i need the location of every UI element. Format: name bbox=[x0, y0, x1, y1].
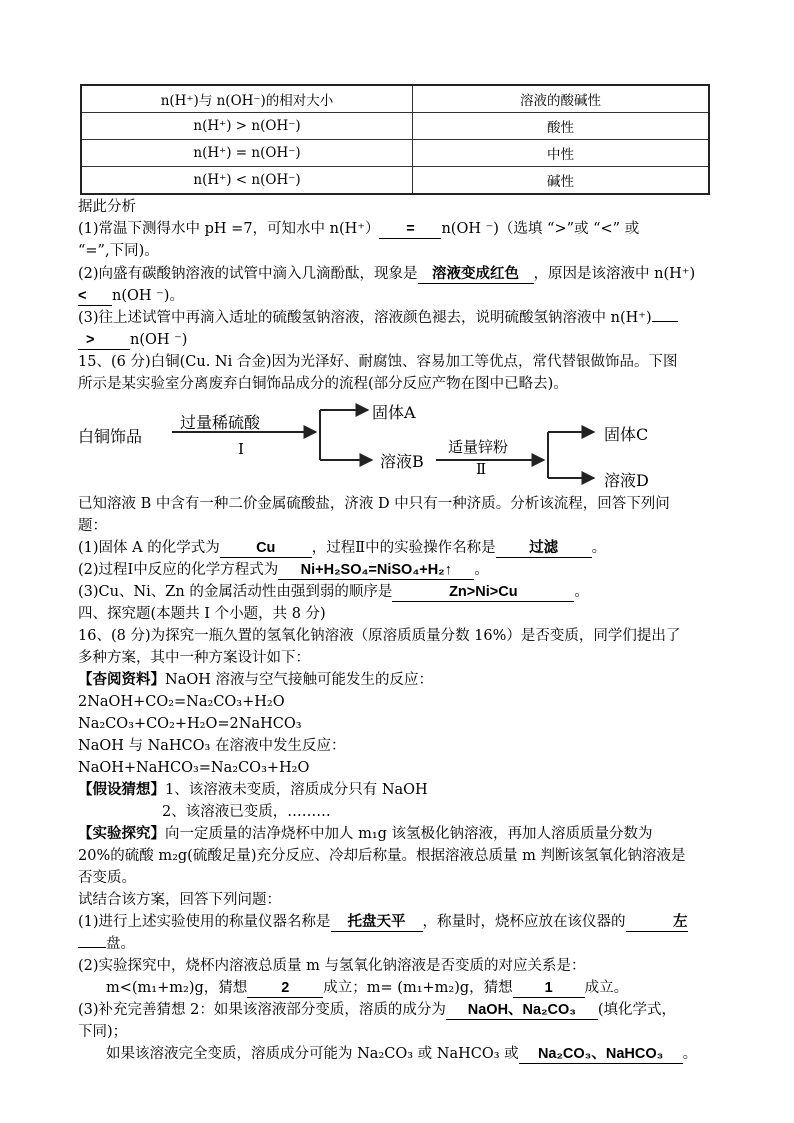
q16-p4-text: 如果该溶液完全变质，溶质成分可能为 Na₂CO₃ 或 NaHCO₃ 或 bbox=[106, 1046, 519, 1062]
table-header-cell: n(H⁺)与 n(OH⁻)的相对大小 bbox=[81, 85, 413, 113]
q16-p3-text: (3)补充完善猜想 2：如果该溶液部分变质，溶质的成分为 bbox=[78, 1002, 446, 1018]
flow-solid-a: 固体A bbox=[372, 403, 416, 422]
table-header-row bbox=[81, 85, 709, 113]
q16-part4 bbox=[106, 1044, 697, 1064]
q16-part1-cont bbox=[78, 934, 135, 954]
table-header-cell: 溶液的酸碱性 bbox=[413, 85, 710, 113]
q16-p1-text-c: 盘。 bbox=[106, 936, 135, 952]
q15-part1 bbox=[78, 538, 606, 558]
q15-known-1: 已知溶液 B 中含有一种二价金属硫酸盐，济液 D 中只有一种济质。分析该流程，回答下列问 bbox=[78, 496, 670, 512]
q16-p4-answer: Na₂CO₃、NaHCO₃ bbox=[519, 1046, 683, 1064]
q16-eq4: NaOH+NaHCO₃=Na₂CO₃+H₂O bbox=[78, 760, 310, 776]
flow-solid-c: 固体C bbox=[604, 425, 649, 444]
q16-eq3: NaOH 与 NaHCO₃ 在溶液中发生反应： bbox=[78, 738, 346, 754]
q14-part3 bbox=[78, 308, 678, 328]
q15-p1-text: (1)固体 A 的化学式为 bbox=[78, 540, 220, 556]
q14-p2c-answer: < bbox=[78, 288, 112, 306]
q14-p2-answer: 溶液变成红色 bbox=[418, 266, 534, 284]
table-row bbox=[81, 113, 709, 140]
q15-p3-text-b: 。 bbox=[574, 584, 589, 600]
table-cell: 酸性 bbox=[413, 113, 710, 140]
q16-combine: 试结合该方案，回答下列问题： bbox=[78, 892, 281, 908]
q16-p3-text-b: (填化学式， bbox=[597, 1002, 677, 1018]
blank-line bbox=[652, 321, 678, 322]
q16-p2-answer-2: 1 bbox=[513, 980, 585, 998]
q15-p1-answer-2: 过滤 bbox=[496, 540, 592, 558]
q16-eq1: 2NaOH+CO₂=Na₂CO₃+H₂O bbox=[78, 694, 285, 710]
q15-p3-text: (3)Cu、Ni、Zn 的金属活动性由强到弱的顺序是 bbox=[78, 584, 393, 600]
flow-solution-d: 溶液D bbox=[604, 471, 649, 490]
q14-p2-text-b: ，原因是该溶液中 n(H⁺) bbox=[533, 266, 696, 282]
q16-p2-answer: 2 bbox=[247, 980, 323, 998]
q14-p1-text: (1)常温下测得水中 pH =7，可知水中 n(H⁺） bbox=[78, 221, 380, 237]
q16-p2-text-b: m<(m₁+m₂)g，猜想 bbox=[106, 980, 248, 996]
flow-step1-bottom: Ⅰ bbox=[238, 440, 244, 458]
q15-p1-text-c: 。 bbox=[591, 540, 607, 556]
q16-p3-answer: NaOH、Na₂CO₃ bbox=[446, 1002, 598, 1020]
q16-p1-text-b: ，称量时，烧杯应放在该仪器的 bbox=[422, 914, 626, 930]
section-4-heading: 四、探究题(本题共 I 个小题，共 8 分) bbox=[78, 606, 326, 622]
q16-ref-label: 【杳阅资料】 bbox=[78, 671, 165, 688]
q16-exp-label: 【实验探究】 bbox=[78, 825, 165, 842]
q16-reference bbox=[78, 670, 433, 690]
q14-p2-text: (2)向盛有碳酸钠溶液的试管中滴入几滴酚酞，现象是 bbox=[78, 266, 418, 282]
q14-part1-cont: “=”,下同)。 bbox=[78, 243, 159, 259]
q16-intro-1: 16、(8 分)为探究一瓶久置的氢氧化钠溶液（原溶质质量分数 16%）是否变质，同学们提出了 bbox=[78, 628, 681, 644]
q16-experiment bbox=[78, 824, 653, 844]
q14-p3-text: (3)往上述试管中再滴入适址的硫酸氢钠溶液，溶液颜色褪去，说明硫酸氢钠溶液中 n(H⁺) bbox=[78, 310, 652, 326]
table-row bbox=[81, 167, 709, 195]
q14-p1-answer: = bbox=[379, 221, 441, 239]
q14-intro: 据此分析 bbox=[78, 199, 136, 215]
q16-p1-answer: 托盘天平 bbox=[331, 914, 423, 932]
q16-exp1: 向一定质量的洁净烧杯中加人 m₁g 该氢极化钠溶液，再加人溶质质量分数为 bbox=[165, 826, 653, 842]
q16-intro-2: 多种方案，其中一种方案设计如下： bbox=[78, 650, 310, 666]
flow-step1-top: 过量稀硫酸 bbox=[180, 413, 261, 432]
q15-p1-answer: Cu bbox=[220, 540, 312, 558]
q14-part2 bbox=[78, 264, 695, 284]
q15-known-2: 题： bbox=[78, 518, 107, 534]
table-cell: 中性 bbox=[413, 140, 710, 167]
q14-p3b-text: n(OH ⁻) bbox=[130, 332, 188, 348]
q16-eq2: Na₂CO₃+CO₂+H₂O=2NaHCO₃ bbox=[78, 716, 302, 732]
q15-intro-2: 所示是某实验室分离废弃白铜饰品成分的流程(部分反应产物在图中已略去)。 bbox=[78, 376, 568, 392]
q16-hypothesis bbox=[78, 780, 428, 800]
flow-step2-top: 适量锌粉 bbox=[448, 438, 509, 456]
table-row bbox=[81, 140, 709, 167]
q15-part2 bbox=[78, 560, 489, 580]
q16-exp3: 否变质。 bbox=[78, 870, 136, 886]
q16-part3-cont: 下同)； bbox=[78, 1024, 128, 1040]
q16-hyp-label: 【假设猜想】 bbox=[78, 781, 165, 798]
q16-p2-text-c: 成立；m= (m₁+m₂)g，猜想 bbox=[323, 980, 513, 996]
flow-solution-b: 溶液B bbox=[380, 452, 424, 471]
table-cell: 碱性 bbox=[413, 167, 710, 195]
q15-p2-text-b: 。 bbox=[474, 562, 489, 578]
flow-start-label: 白铜饰品 bbox=[78, 427, 143, 446]
q16-part3 bbox=[78, 1000, 676, 1020]
q16-p4-text-b: 。 bbox=[682, 1046, 698, 1062]
q14-part1 bbox=[78, 219, 639, 239]
q16-ref-text: NaOH 溶液与空气接触可能发生的反应： bbox=[165, 672, 433, 688]
q14-p1-text-b: n(OH ⁻)（选填 “>”或 “<” 或 bbox=[441, 221, 640, 237]
q15-p2-answer: Ni+H₂SO₄=NiSO₄+H₂↑ bbox=[278, 562, 474, 580]
q15-intro-1: 15、(6 分)白铜(Cu. Ni 合金)因为光泽好、耐腐蚀、容易加工等优点，常代替银做饰品。下图 bbox=[78, 354, 678, 370]
q15-p1-text-b: ，过程Ⅱ中的实验操作名称是 bbox=[311, 540, 496, 556]
q16-hyp2: 2、该溶液已变质，……… bbox=[162, 804, 331, 820]
table-cell: n(H⁺) < n(OH⁻) bbox=[81, 167, 413, 195]
q16-part2: (2)实验探究中，烧杯内溶液总质量 m 与氢氧化钠溶液是否变质的对应关系是： bbox=[78, 958, 586, 974]
q16-hyp1: 1、该溶液未变质，溶质成分只有 NaOH bbox=[165, 782, 428, 798]
flow-step2-bottom: Ⅱ bbox=[476, 460, 487, 478]
q14-p2c-text: n(OH ⁻)。 bbox=[112, 288, 184, 304]
q16-part2-cont bbox=[106, 978, 628, 998]
blank-line bbox=[78, 947, 106, 948]
q16-p2-text-d: 成立。 bbox=[584, 980, 629, 996]
q15-p3-answer: Zn>Ni>Cu bbox=[392, 584, 574, 602]
q14-p3-answer: > bbox=[78, 332, 130, 350]
q15-part3 bbox=[78, 582, 589, 602]
q14-part3-cont bbox=[78, 330, 187, 350]
q16-p1-text: (1)进行上述实验使用的称量仪器名称是 bbox=[78, 914, 331, 930]
acidity-table bbox=[80, 84, 710, 195]
table-cell: n(H⁺) > n(OH⁻) bbox=[81, 113, 413, 140]
q14-part2-cont bbox=[78, 286, 184, 306]
q16-exp2: 20%的硫酸 m₂g(硫酸足量)充分反应、冷却后称量。根据溶液总质量 m 判断该氢氧化钠溶液是 bbox=[78, 848, 686, 864]
q16-p1-answer-2: 左 bbox=[626, 914, 688, 932]
q16-part1 bbox=[78, 912, 688, 932]
q15-p2-text: (2)过程Ⅰ中反应的化学方程式为 bbox=[78, 562, 279, 578]
table-cell: n(H⁺) = n(OH⁻) bbox=[81, 140, 413, 167]
